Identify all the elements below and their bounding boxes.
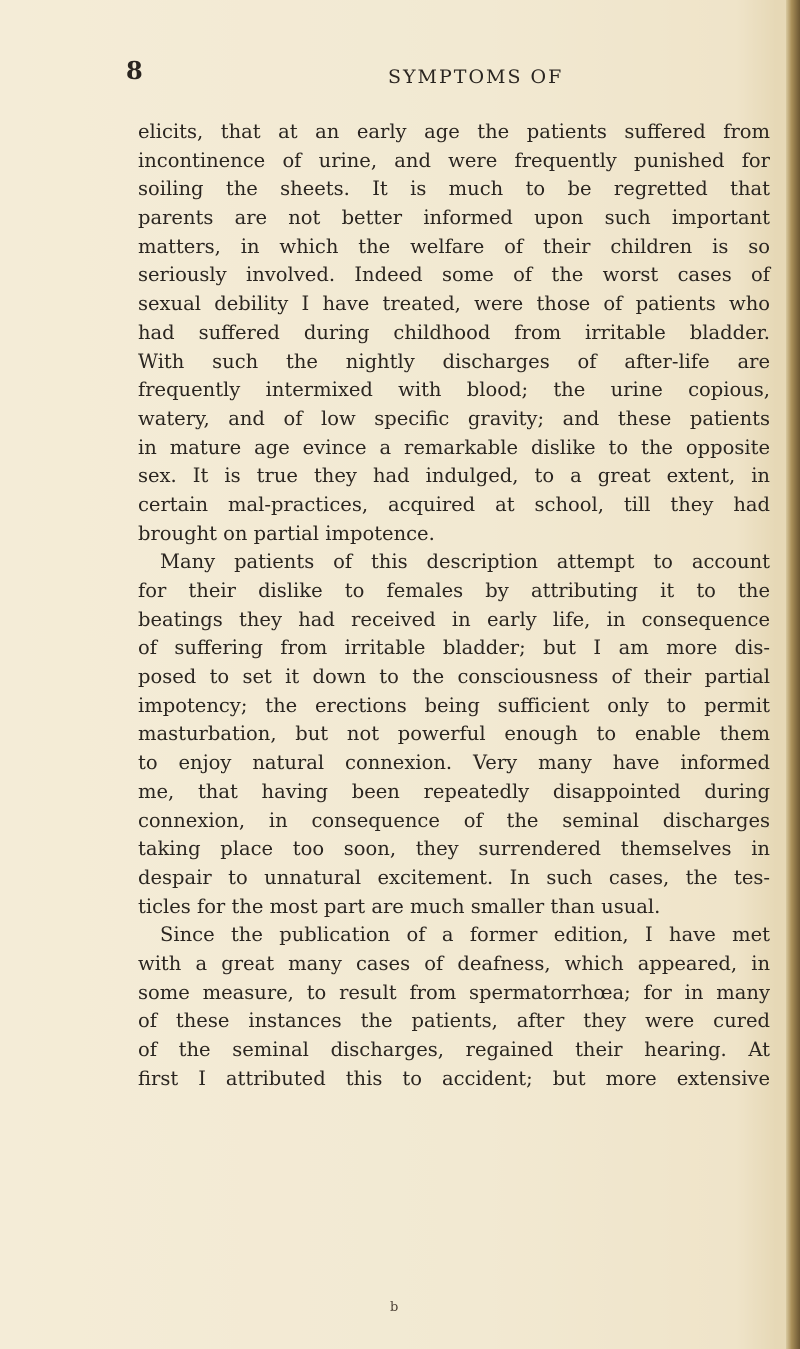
text-line: for their dislike to females by attributing it to the xyxy=(138,579,770,602)
page-edge-shadow xyxy=(786,0,800,1349)
text-line: soiling the sheets. It is much to be regretted that xyxy=(138,177,770,201)
text-line: sex. It is true they had indulged, to a great extent, in xyxy=(138,464,770,488)
body-text xyxy=(138,118,770,1093)
text-line: certain mal-practices, acquired at school, till they had xyxy=(138,492,770,516)
text-line: watery, and of low specific gravity; and these patients xyxy=(138,406,770,430)
text-line: ticles for the most part are much smaller than usual. xyxy=(138,894,661,918)
text-line: sexual debility I have treated, were those of patients who xyxy=(138,292,770,316)
text-line: beatings they had received in early life, in consequence xyxy=(138,607,770,631)
text-line: seriously involved. Indeed some of the worst cases of xyxy=(138,263,770,287)
text-line: had suffered during childhood from irritable bladder. xyxy=(138,320,770,344)
text-line: posed to set it down to the consciousness of their partial xyxy=(138,665,770,689)
page-number: 8 xyxy=(126,56,143,85)
text-line: parents are not better informed upon such important xyxy=(138,206,770,230)
text-line: taking place too soon, they surrendered themselves in xyxy=(138,837,770,861)
text-line: Since the publication of a former edition, I have met xyxy=(160,923,770,947)
text-line: of these instances the patients, after they were cured xyxy=(138,1009,770,1033)
text-line: to enjoy natural connexion. Very many have informed xyxy=(138,751,770,775)
text-line: with a great many cases of deafness, which appeared, in xyxy=(138,951,770,975)
text-line: first I attributed this to accident; but more extensive xyxy=(138,1066,770,1090)
text-line: matters, in which the welfare of their children is so xyxy=(138,234,770,258)
text-line: me, that having been repeatedly disappointed during xyxy=(138,779,770,803)
text-line: With such the nightly discharges of after-life are xyxy=(138,349,770,373)
text-line: incontinence of urine, and were frequently punished for xyxy=(138,148,770,172)
text-line: of the seminal discharges, regained their hearing. At xyxy=(138,1038,770,1061)
text-line: brought on partial impotence. xyxy=(138,521,435,545)
text-line: impotency; the erections being sufficient only to permit xyxy=(138,693,770,717)
text-line: frequently intermixed with blood; the urine copious, xyxy=(138,378,770,402)
page-header xyxy=(126,56,646,92)
text-line: connexion, in consequence of the seminal discharges xyxy=(138,808,770,832)
text-line: some measure, to result from spermatorrhœa; for in many xyxy=(138,980,770,1004)
running-title: SYMPTOMS OF xyxy=(388,66,564,88)
text-line: Many patients of this description attempt to account xyxy=(160,550,770,574)
text-line: elicits, that at an early age the patients suffered from xyxy=(138,120,770,143)
text-line: in mature age evince a remarkable dislike to the opposite xyxy=(138,435,770,459)
signature-mark: b xyxy=(390,1300,399,1315)
text-line: despair to unnatural excitement. In such cases, the tes- xyxy=(138,865,770,889)
text-line: masturbation, but not powerful enough to enable them xyxy=(138,722,770,746)
text-line: of suffering from irritable bladder; but I am more dis- xyxy=(138,636,770,660)
